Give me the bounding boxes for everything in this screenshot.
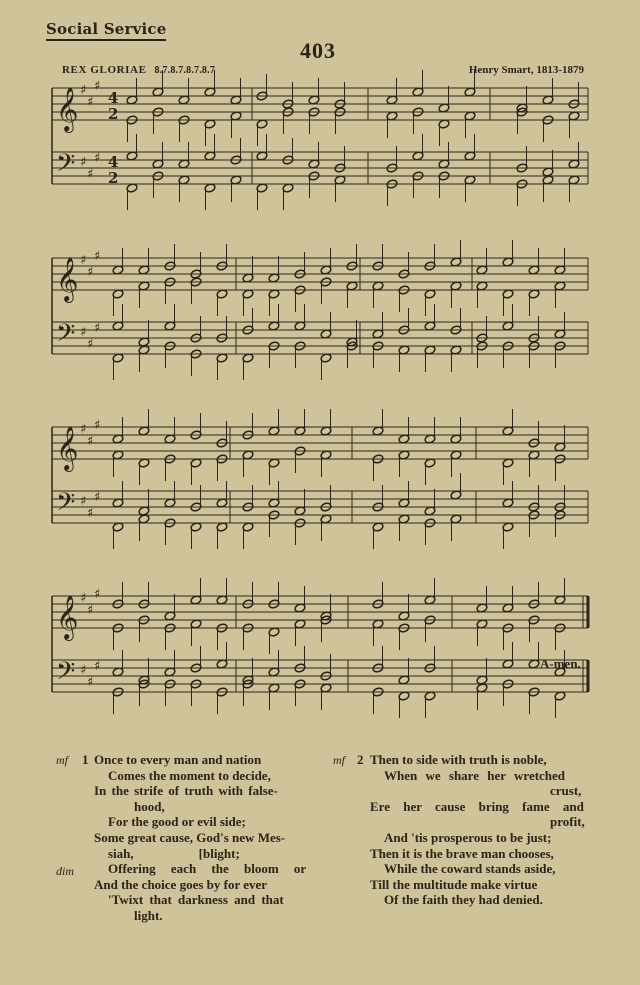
treble-clef-icon: 𝄞 bbox=[56, 595, 79, 639]
sharp-icon: ♯ bbox=[87, 675, 94, 690]
composer: Henry Smart, 1813-1879 bbox=[468, 64, 584, 76]
hymn-number: 403 bbox=[300, 38, 336, 63]
verse-number: 1 bbox=[82, 752, 89, 767]
sharp-icon: ♯ bbox=[94, 249, 101, 264]
time-signature-bottom: 2 bbox=[108, 105, 119, 123]
verse-line: While the coward stands aside, bbox=[384, 861, 556, 877]
verse-line: hood, bbox=[134, 798, 165, 814]
verse-line: When we share her wretched bbox=[384, 767, 566, 783]
time-signature-top: 4 bbox=[108, 153, 119, 171]
sharp-icon: ♯ bbox=[80, 591, 87, 606]
bass-clef-icon: 𝄢 bbox=[56, 488, 76, 523]
verse-line: And the choice goes by for ever bbox=[94, 876, 268, 892]
sharp-icon: ♯ bbox=[80, 253, 87, 268]
verse-line: Once to every man and nation bbox=[94, 752, 262, 767]
bass-clef-icon: 𝄢 bbox=[56, 657, 76, 692]
treble-clef-icon: 𝄞 bbox=[56, 426, 79, 470]
sharp-icon: ♯ bbox=[94, 490, 101, 505]
verse-line: Comes the moment to decide, bbox=[108, 767, 271, 783]
dynamic-mark: mf bbox=[333, 753, 345, 767]
sharp-icon: ♯ bbox=[87, 167, 94, 182]
tune-name-text: REX GLORIAE bbox=[62, 64, 147, 76]
verse-lines bbox=[370, 752, 592, 908]
section-title: Social Service bbox=[46, 20, 166, 41]
verse-line: Till the multitude make virtue bbox=[370, 876, 538, 892]
sharp-icon: ♯ bbox=[94, 418, 101, 433]
sharp-icon: ♯ bbox=[80, 494, 87, 509]
bass-clef-icon: 𝄢 bbox=[56, 319, 76, 354]
sharp-icon: ♯ bbox=[94, 587, 101, 602]
verse-line: For the good or evil side; bbox=[108, 814, 246, 830]
sharp-icon: ♯ bbox=[87, 337, 94, 352]
treble-clef-icon: 𝄞 bbox=[56, 257, 79, 301]
sharp-icon: ♯ bbox=[80, 422, 87, 437]
verse-line: profit, bbox=[550, 814, 585, 830]
sharp-icon: ♯ bbox=[87, 95, 94, 110]
sharp-icon: ♯ bbox=[80, 155, 87, 170]
verse-line: Ere her cause bring fame and bbox=[370, 798, 584, 814]
verse-line: Of the faith they had denied. bbox=[384, 892, 543, 908]
sharp-icon: ♯ bbox=[80, 663, 87, 678]
verse-line: Some great cause, God's new Mes- bbox=[94, 829, 286, 845]
verse-line: Then to side with truth is noble, bbox=[370, 752, 547, 767]
time-signature-top: 4 bbox=[108, 89, 119, 107]
sharp-icon: ♯ bbox=[87, 603, 94, 618]
verse-line: And 'tis prosperous to be just; bbox=[384, 829, 552, 845]
verse-line: siah, [blight; bbox=[108, 845, 240, 861]
sharp-icon: ♯ bbox=[80, 325, 87, 340]
treble-clef-icon: 𝄞 bbox=[56, 87, 79, 131]
sharp-icon: ♯ bbox=[94, 321, 101, 336]
sharp-icon: ♯ bbox=[87, 506, 94, 521]
verse-line: Then it is the brave man chooses, bbox=[370, 845, 554, 861]
time-signature-bottom: 2 bbox=[108, 169, 119, 187]
sharp-icon: ♯ bbox=[87, 434, 94, 449]
verse-number: 2 bbox=[357, 752, 364, 767]
sharp-icon: ♯ bbox=[80, 83, 87, 98]
bass-clef-icon: 𝄢 bbox=[56, 149, 76, 184]
sharp-icon: ♯ bbox=[94, 79, 101, 94]
verse-line: light. bbox=[134, 907, 163, 923]
sharp-icon: ♯ bbox=[94, 151, 101, 166]
verse-line: Offering each the bloom or bbox=[108, 861, 307, 877]
dynamic-mark: mf bbox=[56, 753, 68, 767]
dynamic-mark: dim bbox=[56, 864, 74, 878]
verse-line: 'Twixt that darkness and that bbox=[108, 892, 284, 908]
verse-line: crust, bbox=[550, 783, 582, 799]
sharp-icon: ♯ bbox=[94, 659, 101, 674]
amen-label: A-men. bbox=[540, 656, 581, 671]
verse-lines bbox=[94, 752, 316, 924]
sharp-icon: ♯ bbox=[87, 265, 94, 280]
verse-line: In the strife of truth with false- bbox=[94, 783, 278, 799]
meter: 8.7.8.7.8.7.8.7 bbox=[154, 65, 216, 76]
